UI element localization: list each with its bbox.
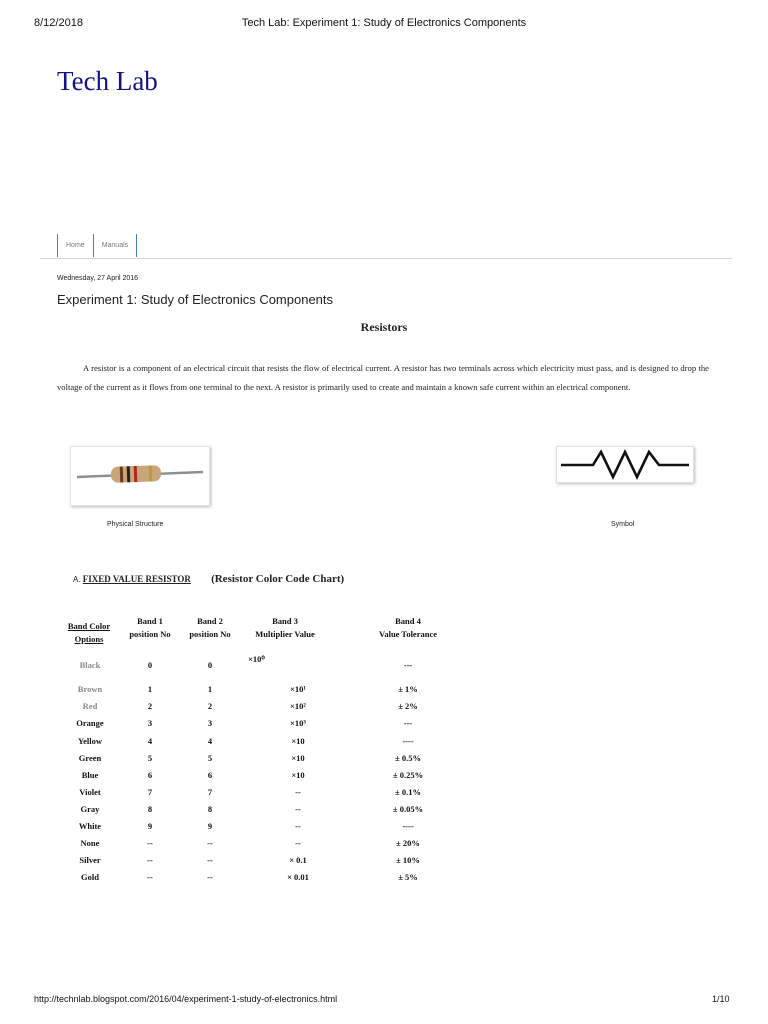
band-color-label: None: [80, 838, 100, 848]
table-cell: --: [147, 838, 153, 848]
band-color-label: Gray: [80, 804, 100, 814]
table-cell: 6: [147, 770, 153, 780]
table-cell: ×10: [291, 753, 305, 763]
table-cell: --: [207, 872, 213, 882]
intro-paragraph: A resistor is a component of an electrical circuit that resists the flow of electrical current. A resistor has two terminals across which electricity must pass, and is designed to drop the voltage of the current as it flows from one terminal to the next. A resistor is primarily used to create and maintain a known safe current within an electrical component.: [57, 363, 709, 392]
band-color-label: White: [78, 821, 102, 831]
table-cell: 9: [207, 821, 213, 831]
tab-home[interactable]: Home: [58, 234, 94, 257]
table-cell: 7: [207, 787, 213, 797]
table-cell: --: [207, 838, 213, 848]
header-line: Band 1: [137, 616, 163, 626]
table-cell: ± 2%: [398, 701, 418, 711]
print-page-number: 1/10: [712, 994, 730, 1004]
subsection-letter: A.: [73, 575, 81, 584]
table-cell: 0: [147, 660, 153, 670]
table-cell: --: [147, 872, 153, 882]
resistor-photo: [70, 446, 210, 506]
band-color-label: Red: [82, 701, 98, 711]
header-band1: [120, 615, 180, 641]
table-cell: × 0.1: [289, 855, 307, 865]
table-cell: ± 1%: [398, 684, 418, 694]
table-cell: ×10²: [290, 701, 306, 711]
table-cell: ×10¹: [290, 684, 306, 694]
band-color-label: Orange: [76, 718, 104, 728]
post-title[interactable]: Experiment 1: Study of Electronics Components: [57, 292, 334, 307]
table-cell: 9: [147, 821, 153, 831]
table-cell: 2: [207, 701, 213, 711]
resistor-symbol: [556, 446, 694, 483]
table-cell: × 0.01: [287, 872, 309, 882]
table-cell: 4: [147, 736, 153, 746]
table-cell: --: [207, 855, 213, 865]
table-cell: 2: [147, 701, 153, 711]
table-cell: 8: [207, 804, 213, 814]
header-line: Band Color: [67, 621, 111, 631]
header-line: Band 3: [272, 616, 298, 626]
nav-divider: [40, 258, 732, 259]
table-cell: --: [295, 787, 301, 797]
table-cell: 0: [207, 660, 213, 670]
table-cell: 1: [207, 684, 213, 694]
header-band3: [240, 615, 330, 641]
table-cell: 7: [147, 787, 153, 797]
header-band2: [180, 615, 240, 641]
table-cell: --: [147, 855, 153, 865]
header-band4: [360, 615, 456, 641]
table-cell: ± 5%: [398, 872, 418, 882]
header-line: position No: [189, 629, 231, 639]
band-color-label: Brown: [77, 684, 103, 694]
table-cell: 8: [147, 804, 153, 814]
subsection-title: FIXED VALUE RESISTOR: [82, 574, 191, 584]
caption-symbol: Symbol: [611, 521, 635, 528]
band-color-label: Violet: [79, 787, 101, 797]
header-line: Band 4: [395, 616, 421, 626]
nav-tabs: [57, 234, 137, 257]
blog-title[interactable]: Tech Lab: [57, 66, 158, 96]
table-cell: ---: [403, 718, 413, 728]
table-cell: 6: [207, 770, 213, 780]
table-cell: 1: [147, 684, 153, 694]
tab-manuals[interactable]: Manuals: [94, 234, 137, 257]
caption-physical: Physical Structure: [107, 521, 164, 528]
print-footer-url: http://technlab.blogspot.com/2016/04/experiment-1-study-of-electronics.html: [34, 994, 338, 1004]
table-cell: ± 10%: [396, 855, 420, 865]
header-line: Band 2: [197, 616, 223, 626]
subsection-heading: [73, 573, 344, 585]
band-color-label: Blue: [81, 770, 99, 780]
table-cell: ×10: [291, 770, 305, 780]
table-cell: ± 0.25%: [392, 770, 424, 780]
table-cell: 3: [207, 718, 213, 728]
table-cell: --: [295, 838, 301, 848]
table-cell: --: [295, 804, 301, 814]
header-line: Multiplier Value: [255, 629, 315, 639]
table-cell: ± 0.05%: [392, 804, 424, 814]
band-color-label: Green: [78, 753, 102, 763]
band-color-label: Gold: [81, 872, 99, 882]
table-cell: ×10⁰: [248, 654, 265, 664]
header-line: position No: [129, 629, 171, 639]
table-cell: 4: [207, 736, 213, 746]
subsection-parenthetical: (Resistor Color Code Chart): [211, 573, 345, 585]
header-band-color: [58, 620, 120, 646]
table-cell: ---: [403, 660, 413, 670]
band-color-label: Black: [79, 660, 101, 670]
table-cell: ×10³: [290, 718, 306, 728]
band-color-label: Silver: [79, 855, 101, 865]
table-cell: ----: [402, 821, 414, 831]
header-line: Value Tolerance: [378, 629, 437, 639]
section-heading: Resistors: [360, 320, 408, 334]
table-cell: ×10: [291, 736, 305, 746]
header-line: Options: [74, 634, 104, 644]
print-date: 8/12/2018: [34, 17, 83, 29]
table-cell: ± 20%: [396, 838, 420, 848]
table-cell: ± 0.5%: [395, 753, 421, 763]
table-cell: 5: [207, 753, 213, 763]
post-date: Wednesday, 27 April 2016: [57, 275, 139, 282]
table-cell: ± 0.1%: [395, 787, 421, 797]
table-cell: ----: [402, 736, 414, 746]
table-cell: --: [295, 821, 301, 831]
table-cell: 5: [147, 753, 153, 763]
print-page-title: Tech Lab: Experiment 1: Study of Electronics Components: [241, 17, 527, 29]
table-cell: 3: [147, 718, 153, 728]
band-color-label: Yellow: [77, 736, 103, 746]
